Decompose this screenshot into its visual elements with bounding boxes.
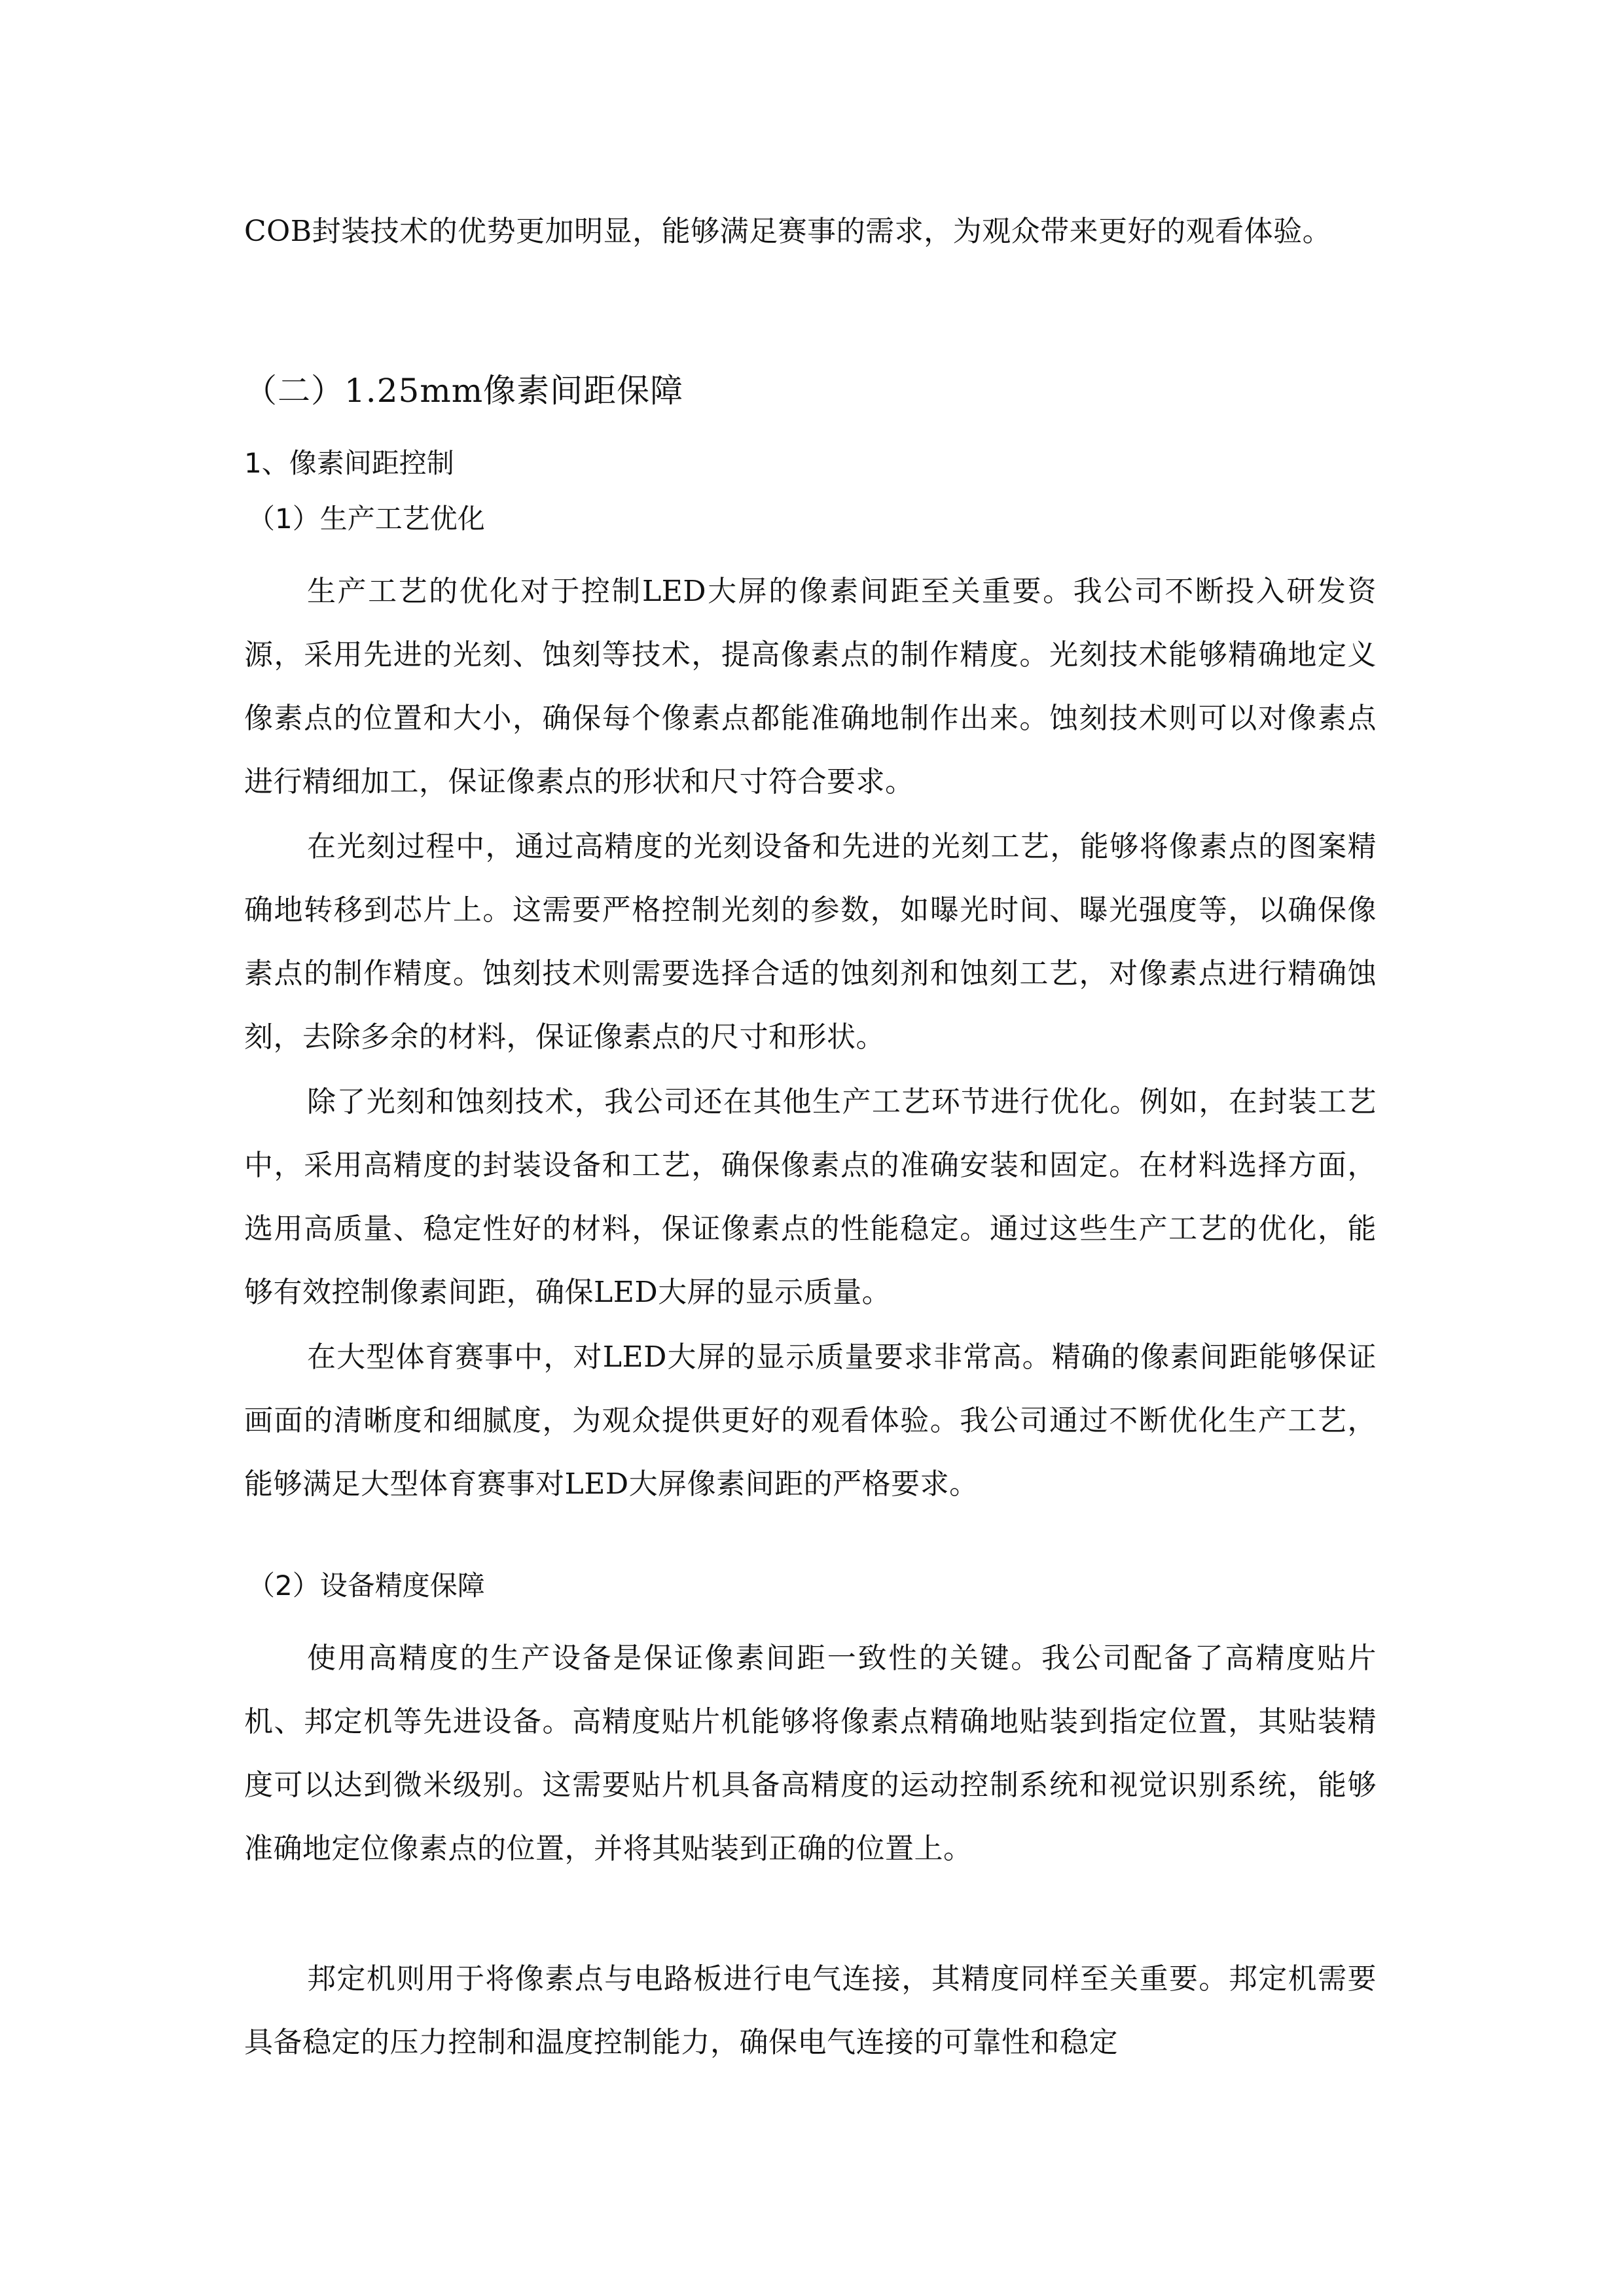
intro-continuation-paragraph: COB封装技术的优势更加明显，能够满足赛事的需求，为观众带来更好的观看体验。 bbox=[244, 215, 1332, 248]
item2-heading: （2）设备精度保障 bbox=[247, 1570, 485, 1602]
item2-paragraph-2: 邦定机则用于将像素点与电路板进行电气连接，其精度同样至关重要。邦定机需要具备稳定的压力控制和温度控制能力，确保电气连接的可靠性和稳定 bbox=[244, 1962, 1377, 2059]
item2-paragraph-1: 使用高精度的生产设备是保证像素间距一致性的关键。我公司配备了高精度贴片机、邦定机等先进设备。高精度贴片机能够将像素点精确地贴装到指定位置，其贴装精度可以达到微米级别。这需要贴片机具备高精度的运动控制系统和视觉识别系统，能够准确地定位像素点的位置，并将其贴装到正确的位置上。 bbox=[244, 1641, 1377, 1865]
item1-paragraph-1: 生产工艺的优化对于控制LED大屏的像素间距至关重要。我公司不断投入研发资源，采用先进的光刻、蚀刻等技术，提高像素点的制作精度。光刻技术能够精确地定义像素点的位置和大小，确保每个像素点都能准确地制作出来。蚀刻技术则可以对像素点进行精细加工，保证像素点的形状和尺寸符合要求。 bbox=[244, 575, 1377, 798]
item1-paragraph-4: 在大型体育赛事中，对LED大屏的显示质量要求非常高。精确的像素间距能够保证画面的清晰度和细腻度，为观众提供更好的观看体验。我公司通过不断优化生产工艺，能够满足大型体育赛事对LED大屏像素间距的严格要求。 bbox=[244, 1340, 1377, 1501]
item1-paragraph-3: 除了光刻和蚀刻技术，我公司还在其他生产工艺环节进行优化。例如，在封装工艺中，采用高精度的封装设备和工艺，确保像素点的准确安装和固定。在材料选择方面，选用高质量、稳定性好的材料，保证像素点的性能稳定。通过这些生产工艺的优化，能够有效控制像素间距，确保LED大屏的显示质量。 bbox=[244, 1085, 1377, 1309]
item1-heading: （1）生产工艺优化 bbox=[247, 503, 485, 535]
section-heading: （二）1.25mm像素间距保障 bbox=[244, 372, 684, 410]
item1-paragraph-2: 在光刻过程中，通过高精度的光刻设备和先进的光刻工艺，能够将像素点的图案精确地转移到芯片上。这需要严格控制光刻的参数，如曝光时间、曝光强度等，以确保像素点的制作精度。蚀刻技术则需要选择合适的蚀刻剂和蚀刻工艺，对像素点进行精确蚀刻，去除多余的材料，保证像素点的尺寸和形状。 bbox=[244, 830, 1377, 1054]
subsection-heading: 1、像素间距控制 bbox=[244, 447, 454, 479]
